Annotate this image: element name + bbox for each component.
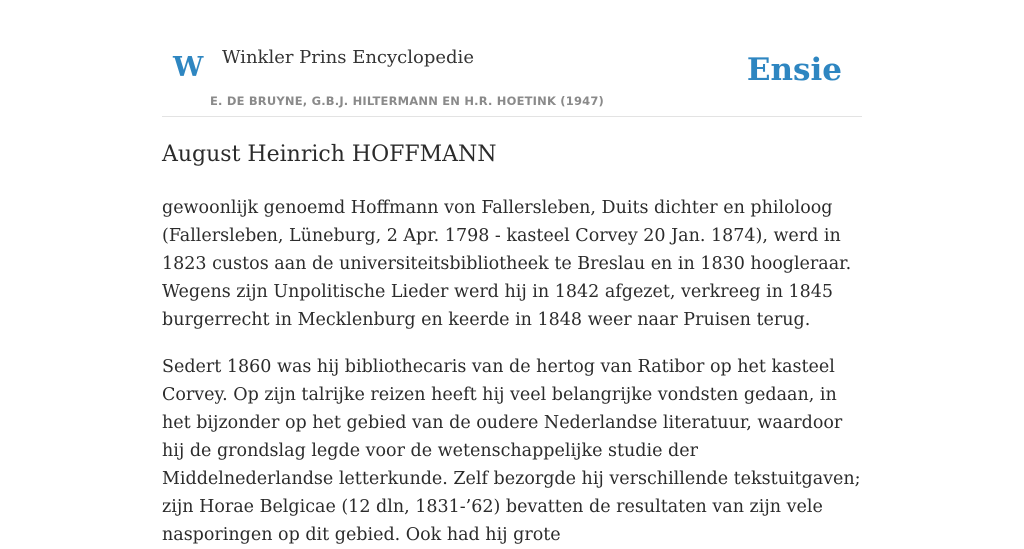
ensie-logo[interactable]: Ensie [746,52,842,88]
source-title[interactable]: Winkler Prins Encyclopedie [222,47,474,68]
page-header [162,0,862,117]
entry-paragraph: Sedert 1860 was hij bibliothecaris van de hertog van Ratibor op het kasteel Corvey. Op zijn talrijke reizen heeft hij veel belangrijke vondsten gedaan, in het bijzonder op het gebied van de oudere Nederlandse literatuur, waardoor hij de grondslag legde voor de wetenschappelijke studie der Middelnederlandse letterkunde. Zelf bezorgde hij verschillende tekstuitgaven; zijn Horae Belgicae (12 dln, 1831-’62) bevatten de resultaten van zijn vele nasporingen op dit gebied. Ook had hij grote [162,357,861,545]
winkler-prins-logo[interactable]: W [173,52,204,83]
source-authors: E. DE BRUYNE, G.B.J. HILTERMANN EN H.R. HOETINK (1947) [210,94,605,108]
entry-content [162,139,862,549]
entry-title: August Heinrich HOFFMANN [162,142,497,167]
entry-paragraph: gewoonlijk genoemd Hoffmann von Fallersleben, Duits dichter en philoloog (Fallersleben, Lüneburg, 2 Apr. 1798 - kasteel Corvey 20 Jan. 1874), werd in 1823 custos aan de universiteitsbibliotheek te Breslau en in 1830 hoogleraar. Wegens zijn Unpolitische Lieder werd hij in 1842 afgezet, verkreeg in 1845 burgerrecht in Mecklenburg en keerde in 1848 weer naar Pruisen terug. [162,198,852,330]
